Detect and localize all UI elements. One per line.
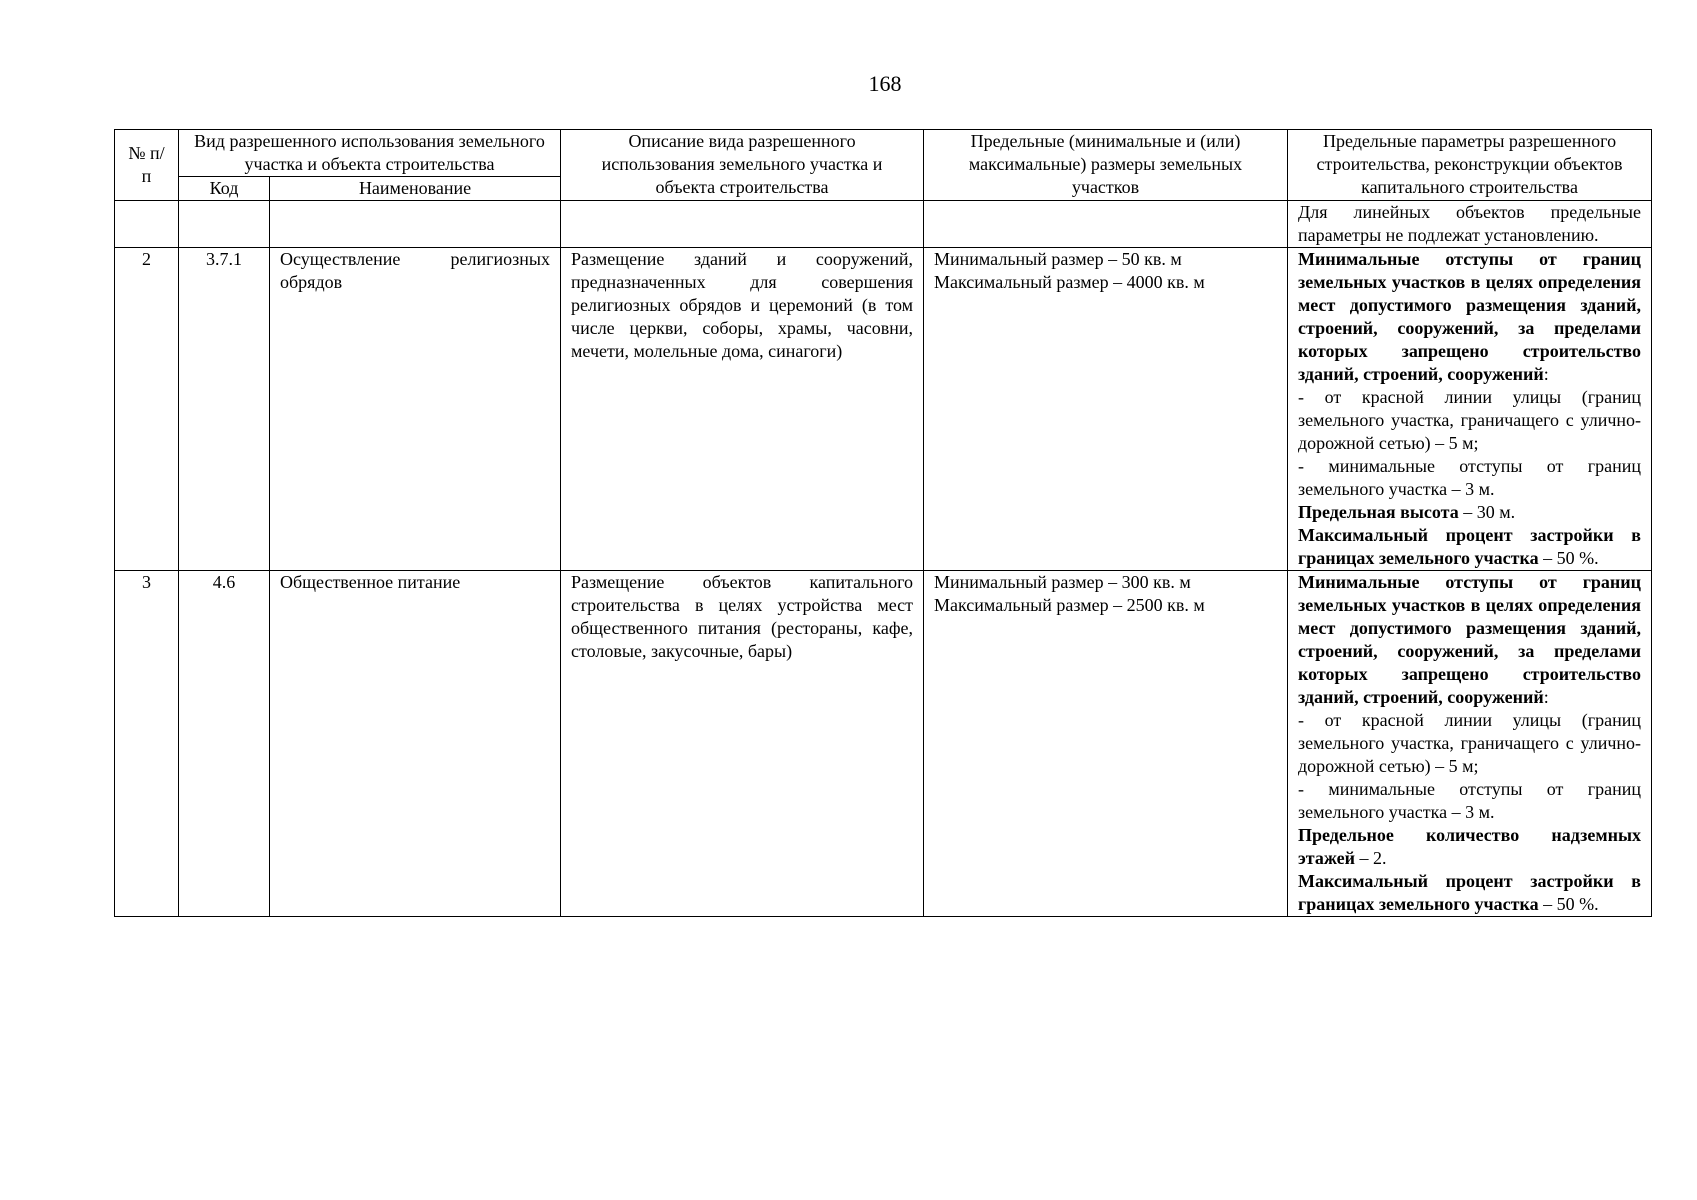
cell-code: 4.6 [179, 571, 270, 917]
cell-sizes [924, 571, 1288, 917]
cell-sizes [924, 201, 1288, 248]
cell-num: 3 [115, 571, 179, 917]
param-height-value: – 30 м. [1458, 502, 1516, 522]
param-setback-title: Минимальные отступы от границ земельных участков в целях определения мест допустимого размещения зданий, строений, сооружений, за пределами которых запрещено строительство зданий, строений, сооружений [1298, 572, 1642, 707]
param-setback [1298, 571, 1641, 709]
cell-params [1288, 248, 1652, 571]
param-setback [1298, 248, 1641, 386]
param-floors-value: – 2. [1355, 848, 1387, 868]
param-floors [1298, 824, 1641, 870]
table-row [115, 201, 1652, 248]
table-row [115, 571, 1652, 917]
param-coverage [1298, 870, 1641, 916]
header-params: Предельные параметры разрешенного строительства, реконструкции объектов капитального строительства [1288, 130, 1652, 201]
param-red-line: - от красной линии улицы (границ земельного участка, граничащего с улично-дорожной сетью) – 5 м; [1298, 387, 1642, 453]
cell-sizes [924, 248, 1288, 571]
param-height-label: Предельная высота [1298, 502, 1459, 522]
cell-description: Размещение объектов капитального строительства в целях устройства мест общественного питания (рестораны, кафе, столовые, закусочные, бары) [561, 571, 924, 917]
cell-params [1288, 571, 1652, 917]
param-coverage [1298, 524, 1641, 570]
cell-num: 2 [115, 248, 179, 571]
param-coverage-label: Максимальный процент застройки в границах земельного участка [1298, 871, 1642, 914]
cell-code: 3.7.1 [179, 248, 270, 571]
param-red-line: - от красной линии улицы (границ земельного участка, граничащего с улично-дорожной сетью) – 5 м; [1298, 710, 1642, 776]
header-description: Описание вида разрешенного использования земельного участка и объекта строительства [561, 130, 924, 201]
header-vid-group: Вид разрешенного использования земельного участка и объекта строительства [179, 130, 561, 177]
cell-description: Размещение зданий и сооружений, предназначенных для совершения религиозных обрядов и церемоний (в том числе церкви, соборы, храмы, часовни, мечети, молельные дома, синагоги) [561, 248, 924, 571]
param-setback-colon: : [1543, 687, 1549, 707]
param-coverage-value: – 50 %. [1538, 548, 1599, 568]
param-min-setback: - минимальные отступы от границ земельного участка – 3 м. [1298, 779, 1642, 822]
size-min: Минимальный размер – 300 кв. м [934, 572, 1191, 592]
header-name: Наименование [270, 177, 561, 201]
header-code: Код [179, 177, 270, 201]
header-sizes: Предельные (минимальные и (или) максимальные) размеры земельных участков [924, 130, 1288, 201]
size-max: Максимальный размер – 2500 кв. м [934, 595, 1205, 615]
cell-name [270, 201, 561, 248]
param-height [1298, 501, 1641, 524]
table-row [115, 248, 1652, 571]
header-num: № п/п [115, 130, 179, 201]
cell-name: Общественное питание [270, 571, 561, 917]
param-floors-label: Предельное количество надземных этажей [1298, 825, 1642, 868]
zoning-table [114, 129, 1652, 917]
cell-name: Осуществление религиозных обрядов [270, 248, 561, 571]
table-header-row [115, 130, 1652, 177]
page-number: 168 [868, 71, 902, 96]
param-setback-title: Минимальные отступы от границ земельных участков в целях определения мест допустимого размещения зданий, строений, сооружений, за пределами которых запрещено строительство зданий, строений, сооружений [1298, 249, 1642, 384]
cell-description [561, 201, 924, 248]
cell-params: Для линейных объектов предельные параметры не подлежат установлению. [1288, 201, 1652, 248]
size-max: Максимальный размер – 4000 кв. м [934, 272, 1205, 292]
param-setback-colon: : [1543, 364, 1549, 384]
cell-num [115, 201, 179, 248]
param-coverage-label: Максимальный процент застройки в границах земельного участка [1298, 525, 1642, 568]
param-min-setback: - минимальные отступы от границ земельного участка – 3 м. [1298, 456, 1642, 499]
param-coverage-value: – 50 %. [1538, 894, 1599, 914]
size-min: Минимальный размер – 50 кв. м [934, 249, 1182, 269]
cell-code [179, 201, 270, 248]
